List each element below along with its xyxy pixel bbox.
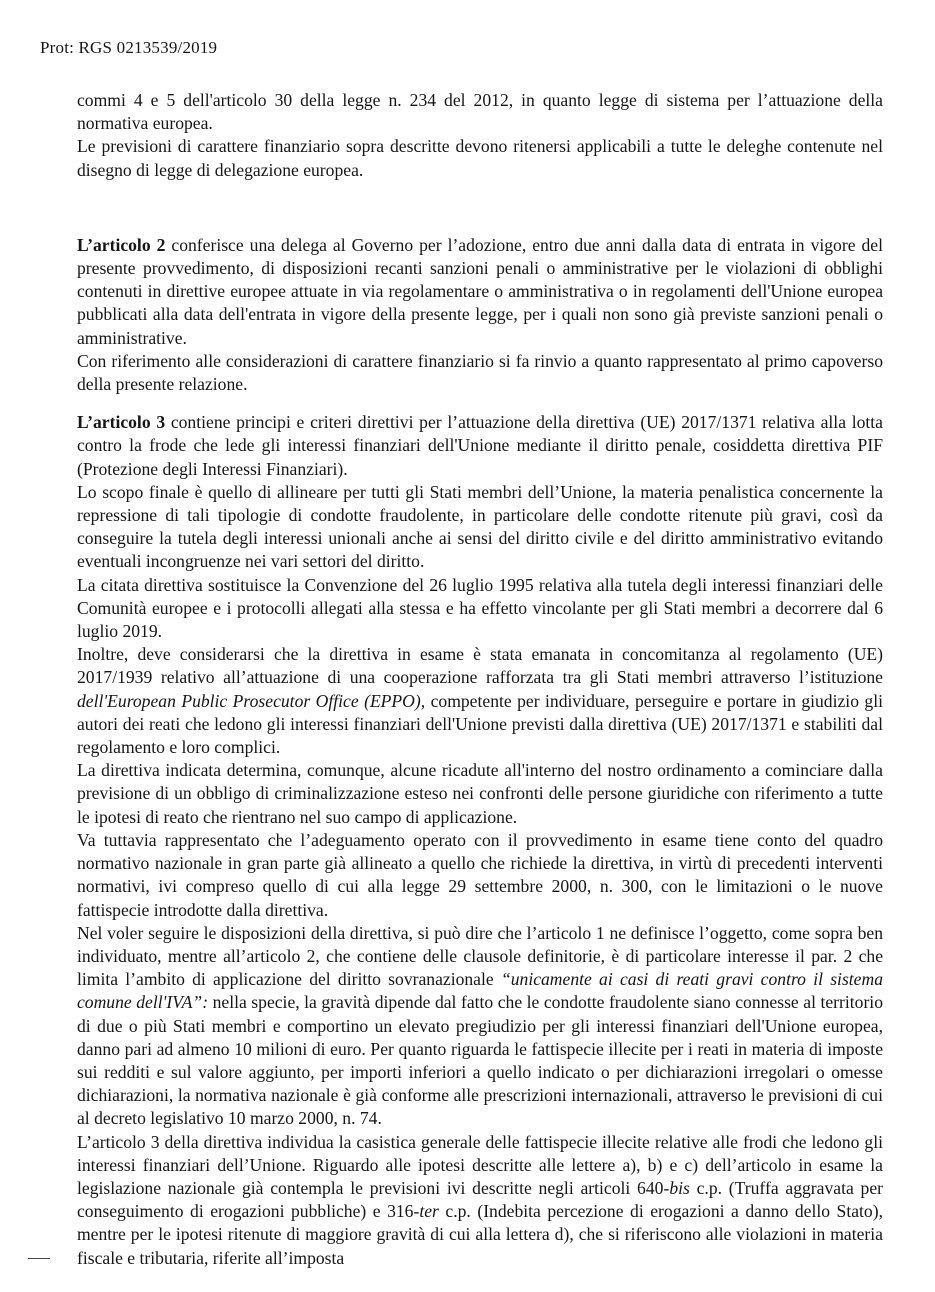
document-body [77,89,883,1270]
paragraph: La direttiva indicata determina, comunque, alcune ricadute all'interno del nostro ordinamento a cominciare dalla previsione di un obbligo di criminalizzazione esteso nei confronti delle persone giuridiche con riferimento a tutte le ipotesi di reato che rientrano nel suo campo di applicazione. [77,760,883,827]
paragraph: Con riferimento alle considerazioni di carattere finanziario si fa rinvio a quanto rappresentato al primo capoverso della presente relazione. [77,350,883,395]
italic-text: ter [419,1201,439,1222]
paragraph-text: L’articolo 3 della direttiva individua la casistica generale delle fattispecie illecite relative alle frodi che ledono gli interessi finanziari dell’Unione. Riguardo alle ipotesi descritte alle lettere a), b) e c) dell’articolo in esame la legislazione nazionale già contempla le previsioni ivi descritte negli articoli 640- [77,1131,883,1198]
paragraph-text: contiene principi e criteri direttivi per l’attuazione della direttiva (UE) 2017/1371 relativa alla lotta contro la frode che lede gli interessi finanziari dell'Unione mediante il diritto penale, cosiddetta direttiva PIF (Protezione degli Interessi Finanziari). [77,412,883,479]
paragraph-text: Nel voler seguire le disposizioni della direttiva, si può dire che l’articolo 1 ne definisce l’oggetto, come sopra ben individuato, mentre all’articolo 2, che contiene delle clausole definitorie, è di particolare interesse il par. 2 che limita l’ambito di applicazione del diritto sovranazionale [77,922,883,990]
article-heading: L’articolo 2 [77,234,166,255]
italic-text: bis [669,1177,690,1198]
margin-dash [28,1258,50,1259]
paragraph: Lo scopo finale è quello di allineare per tutti gli Stati membri dell’Unione, la materia penalistica concernente la repressione di tali tipologie di condotte fraudolente, in particolare delle condotte ritenute più gravi, così da conseguire la tutela degli interessi unionali anche ai sensi del diritto civile e del diritto amministrativo evitando eventuali incongruenze nei vari settori del diritto. [77,481,883,572]
paragraph [77,1131,883,1270]
protocol-number: Prot: RGS 0213539/2019 [40,38,218,57]
paragraph: Va tuttavia rappresentato che l’adeguamento operato con il provvedimento in esame tiene conto del quadro normativo nazionale in gran parte già allineato a quello che richiede la direttiva, in virtù di precedenti interventi normativi, ivi compreso quello di cui alla legge 29 settembre 2000, n. 300, con le limitazioni o le nuove fattispecie introdotte dalla direttiva. [77,829,883,920]
paragraph [77,922,883,1131]
paragraph-text: c.p. (Truffa aggravata per conseguimento di erogazioni pubbliche) e 316- [77,1177,884,1222]
article-heading: L’articolo 3 [77,412,166,433]
paragraph [77,643,883,759]
paragraph-text: conferisce una delega al Governo per l’adozione, entro due anni dalla data di entrata in vigore del presente provvedimento, di disposizioni recanti sanzioni penali o amministrative per le violazioni di obblighi contenuti in direttive europee attuate in via regolamentare o amministrativa o in regolamenti dell'Unione europea pubblicati alla data dell'entrata in vigore della presente legge, per i quali non sono già previste sanzioni penali o amministrative. [77,234,883,348]
italic-quote: “unicamente ai casi di reati gravi contro il sistema comune dell'IVA”: [77,969,883,1013]
paragraph: La citata direttiva sostituisce la Convenzione del 26 luglio 1995 relativa alla tutela degli interessi finanziari delle Comunità europee e i protocolli allegati alla stessa e ha effetto vincolante per gli Stati membri a decorrere dal 6 luglio 2019. [77,574,883,642]
paragraph-text: competente per individuare, perseguire e portare in giudizio gli autori dei reati che ledono gli interessi finanziari dell'Unione previsti dalla direttiva (UE) 2017/1371 e stabiliti dal regolamento e loro complici. [77,690,884,758]
paragraph-text: c.p. (Indebita percezione di erogazioni a danno dello Stato), mentre per le ipotesi ritenute di maggiore gravità di cui alla lettera d), che si riferiscono alle violazioni in materia fiscale e tributaria, riferite all’imposta [77,1201,883,1268]
paragraph-article-2 [77,234,883,350]
paragraph-article-3 [77,411,883,481]
paragraph: Le previsioni di carattere finanziario sopra descritte devono ritenersi applicabili a tutte le deleghe contenute nel disegno di legge di delegazione europea. [77,136,883,180]
paragraph-text: Inoltre, deve considerarsi che la direttiva in esame è stata emanata in concomitanza al regolamento (UE) 2017/1939 relativo all’attuazione di una cooperazione rafforzata tra gli Stati membri attraverso l’istituzione [77,644,883,688]
paragraph: commi 4 e 5 dell'articolo 30 della legge n. 234 del 2012, in quanto legge di sistema per l’attuazione della normativa europea. [77,90,883,134]
paragraph-text: nella specie, la gravità dipende dal fatto che le condotte fraudolente siano connesse al territorio di due o più Stati membri e comportino un elevato pregiudizio per gli interessi finanziari dell'Unione europea, danno pari ad almeno 10 milioni di euro. Per quanto riguarda le fattispecie illecite per i reati in materia di imposte sui redditi e sul valore aggiunto, per importi inferiori a quello indicato o per dichiarazioni irregolari o omesse dichiarazioni, la normativa nazionale è già conforme alle prescrizioni internazionali, attraverso le previsioni di cui al decreto legislativo 10 marzo 2000, n. 74. [77,992,883,1129]
italic-text: dell'European Public Prosecutor Office (EPPO), [77,690,426,711]
